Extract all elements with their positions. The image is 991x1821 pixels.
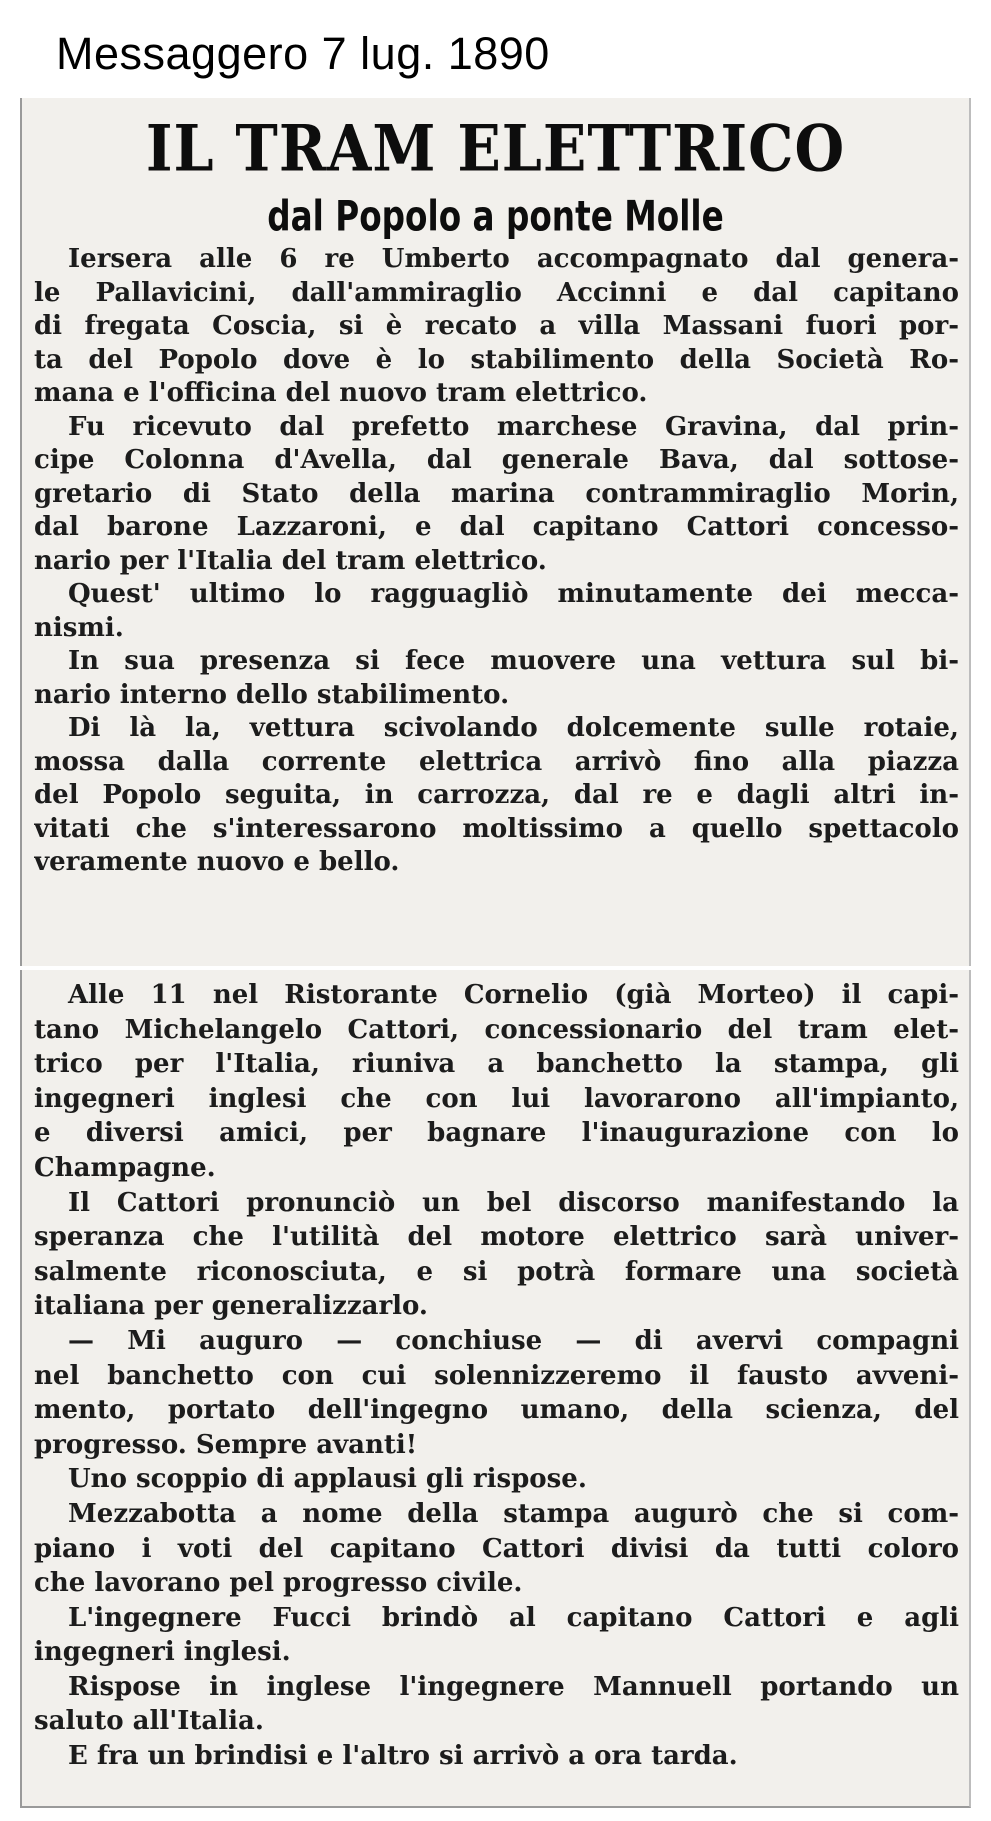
article-headline: IL TRAM ELETTRICO: [145, 110, 846, 187]
article-line: Champagne.: [34, 1152, 216, 1183]
newspaper-clipping-bottom: [20, 970, 971, 1808]
article-line: che lavorano pel progresso civile.: [34, 1568, 523, 1599]
article-line: Rispose in inglese l'ingegnere Mannuell portando un: [68, 1671, 959, 1702]
article-line: In sua presenza si fece muovere una vettura sul bi-: [68, 646, 959, 676]
article-line: — Mi auguro — conchiuse — di avervi compagni: [68, 1325, 959, 1356]
article-line: speranza che l'utilità del motore elettrico sarà univer-: [34, 1222, 959, 1253]
article-line: ta del Popolo dove è lo stabilimento della Società Ro-: [34, 344, 959, 375]
article-line: di fregata Coscia, si è recato a villa Massani fuori por-: [34, 311, 959, 341]
article-line: Alle 11 nel Ristorante Cornelio (già Morteo) il capi-: [68, 980, 959, 1010]
article-line: mana e l'officina del nuovo tram elettrico.: [34, 378, 648, 408]
article-line: L'ingegnere Fucci brindò al capitano Cattori e agli: [68, 1602, 959, 1633]
article-line: Quest' ultimo lo ragguagliò minutamente dei mecca-: [68, 579, 959, 609]
article-line: tano Michelangelo Cattori, concessionario del tram elet-: [34, 1014, 959, 1045]
article-line: nario per l'Italia del tram elettrico.: [34, 545, 547, 576]
article-line: saluto all'Italia.: [34, 1706, 264, 1737]
page-caption: Messaggero 7 lug. 1890: [56, 28, 550, 79]
article-line: cipe Colonna d'Avella, dal generale Bava, dal sottose-: [34, 445, 959, 475]
article-line: Mezzabotta a nome della stampa augurò che si com-: [68, 1498, 959, 1529]
article-line: gretario di Stato della marina contrammiraglio Morin,: [34, 478, 959, 509]
article-line: Iersera alle 6 re Umberto accompagnato dal genera-: [68, 244, 959, 274]
article-line: dal barone Lazzaroni, e dal capitano Cattori concesso-: [34, 512, 959, 542]
article-line: Di là la, vettura scivolando dolcemente sulle rotaie,: [68, 713, 959, 743]
article-line: e diversi amici, per bagnare l'inaugurazione con lo: [34, 1118, 959, 1149]
article-line: mento, portato dell'ingegno umano, della scienza, del: [34, 1395, 959, 1426]
article-line: Il Cattori pronunciò un bel discorso manifestando la: [68, 1187, 959, 1218]
article-line: ingegneri inglesi.: [34, 1637, 291, 1668]
article-line: progresso. Sempre avanti!: [34, 1429, 418, 1460]
article-line: veramente nuovo e bello.: [34, 847, 400, 877]
article-line: E fra un brindisi e l'altro si arrivò a ora tarda.: [68, 1741, 738, 1772]
article-line: Fu ricevuto dal prefetto marchese Gravina, dal prin-: [68, 411, 959, 442]
article-line: mossa dalla corrente elettrica arrivò fino alla piazza: [34, 746, 959, 777]
article-line: Uno scoppio di applausi gli rispose.: [68, 1464, 587, 1495]
article-line: le Pallavicini, dall'ammiraglio Accinni e dal capitano: [34, 277, 959, 308]
article-line: italiana per generalizzarlo.: [34, 1291, 428, 1322]
article-line: salmente riconosciuta, e si potrà formare una società: [34, 1256, 959, 1287]
article-line: vitati che s'interessarono moltissimo a quello spettacolo: [34, 813, 959, 844]
article-subheadline: dal Popolo a ponte Molle: [267, 191, 724, 241]
article-line: ingegneri inglesi che con lui lavorarono all'impianto,: [34, 1083, 959, 1114]
article-line: del Popolo seguita, in carrozza, dal re e dagli altri in-: [34, 780, 959, 810]
article-line: trico per l'Italia, riuniva a banchetto la stampa, gli: [34, 1049, 959, 1080]
article-body-top: [22, 243, 969, 880]
article-line: nel banchetto con cui solennizzeremo il fausto avveni-: [34, 1360, 959, 1391]
newspaper-clipping-top: [20, 98, 971, 966]
article-line: nismi.: [34, 612, 124, 643]
article-line: nario interno dello stabilimento.: [34, 679, 510, 710]
article-body-bottom: [22, 970, 969, 1774]
article-line: piano i voti del capitano Cattori divisi da tutti coloro: [34, 1533, 959, 1564]
